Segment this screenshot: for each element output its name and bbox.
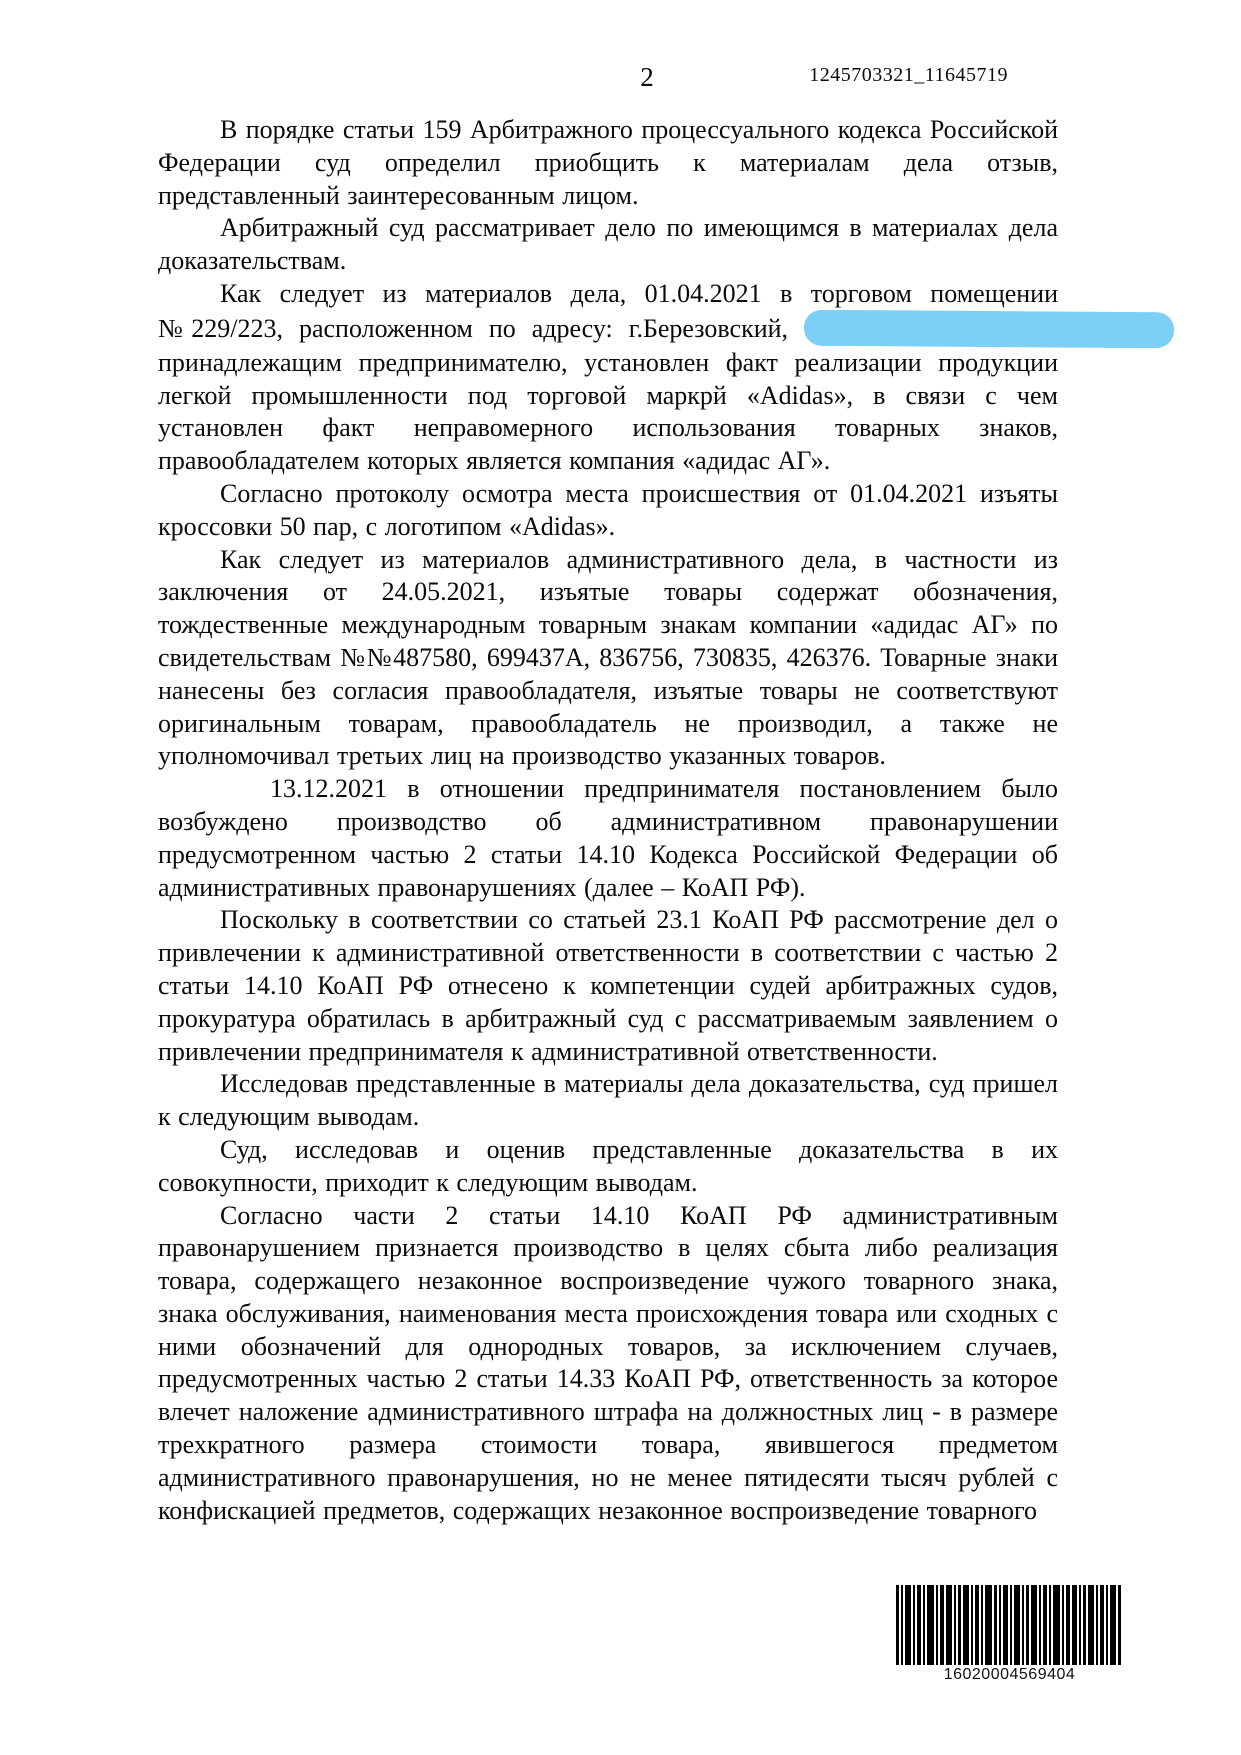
paragraph-court-examined-evidence: Исследовав представленные в материалы дела доказательства, суд пришел к следующим выводам. <box>158 1069 1058 1132</box>
paragraph-case-facts-before-redaction: Как следует из материалов дела, 01.04.2021 в торговом помещении №229/223, расположенном по адресу: г.Березовский, <box>158 278 1058 343</box>
paragraph-case-facts-sale <box>158 278 1058 478</box>
document-id: 1245703321_11645719 <box>809 64 1008 86</box>
paragraph-jurisdiction-koap-23-1: Поскольку в соответствии со статьей 23.1 КоАП РФ рассмотрение дел о привлечении к административной ответственности в соответствии с частью 2 статьи 14.10 КоАП РФ отнесено к компетенции судей арбитражных судов, прокуратура обратилась в арбитражный суд с рассматриваемым заявлением о привлечении предпринимателя к административной ответственности. <box>158 905 1058 1066</box>
paragraph-attach-response-article-159: В порядке статьи 159 Арбитражного процессуального кодекса Российской Федерации суд определил приобщить к материалам дела отзыв, представленный заинтересованным лицом. <box>158 115 1058 210</box>
barcode-block <box>896 1585 1123 1684</box>
paragraph-seizure-protocol: Согласно протоколу осмотра места происшествия от 01.04.2021 изъяты кроссовки 50 пар, с логотипом «Adidas». <box>158 478 1058 541</box>
page-number: 2 <box>640 62 654 92</box>
paragraph-expert-conclusion-trademarks: Как следует из материалов административного дела, в частности из заключения от 24.05.2021, изъятые товары содержат обозначения, тождественные международным товарным знакам компании «адидас АГ» по свидетельствам №№487580, 699437А, 836756, 730835, 426376. Товарные знаки нанесены без согласия правообладателя, изъятые товары не соответствуют оригинальным товарам, правообладатель не производил, а также не уполномочивал третьих лиц на производство указанных товаров. <box>158 544 1058 771</box>
page-header <box>158 62 1058 96</box>
paragraph-koap-14-10-definition: Согласно части 2 статьи 14.10 КоАП РФ административным правонарушением признается производство в целях сбыта либо реализация товара, содержащего незаконное воспроизведение чужого товарного знака, знака обслуживания, наименования места происхождения товара или сходных с ними обозначений для однородных товаров, за исключением случаев, предусмотренных частью 2 статьи 14.33 КоАП РФ, ответственность за которое влечет наложение административного штрафа на должностных лиц - в размере трехкратного размера стоимости товара, явившегося предметом административного правонарушения, но не менее пятидесяти тысяч рублей с конфискацией предметов, содержащих незаконное воспроизведение товарного <box>158 1200 1058 1525</box>
paragraph-case-facts-after-redaction: принадлежащим предпринимателю, установлен факт реализации продукции легкой промышленности под торговой маркрй «Adidas», в связи с чем установлен факт неправомерного использования товарных знаков, правообладателем которых является компания «адидас АГ». <box>158 347 1058 476</box>
document-body <box>158 114 1058 1527</box>
paragraph-court-considers-evidence: Арбитражный суд рассматривает дело по имеющимся в материалах дела доказательствам. <box>158 213 1058 276</box>
barcode-icon <box>896 1585 1123 1665</box>
redaction-bar <box>804 309 1174 348</box>
paragraph-court-conclusions: Суд, исследовав и оценив представленные доказательства в их совокупности, приходит к следующим выводам. <box>158 1134 1058 1197</box>
paragraph-proceedings-initiated: 13.12.2021 в отношении предпринимателя постановлением было возбуждено производство об административном правонарушении предусмотренном частью 2 статьи 14.10 Кодекса Российской Федерации об административных правонарушениях (далее – КоАП РФ). <box>158 774 1058 902</box>
barcode-number: 16020004569404 <box>943 1666 1076 1683</box>
